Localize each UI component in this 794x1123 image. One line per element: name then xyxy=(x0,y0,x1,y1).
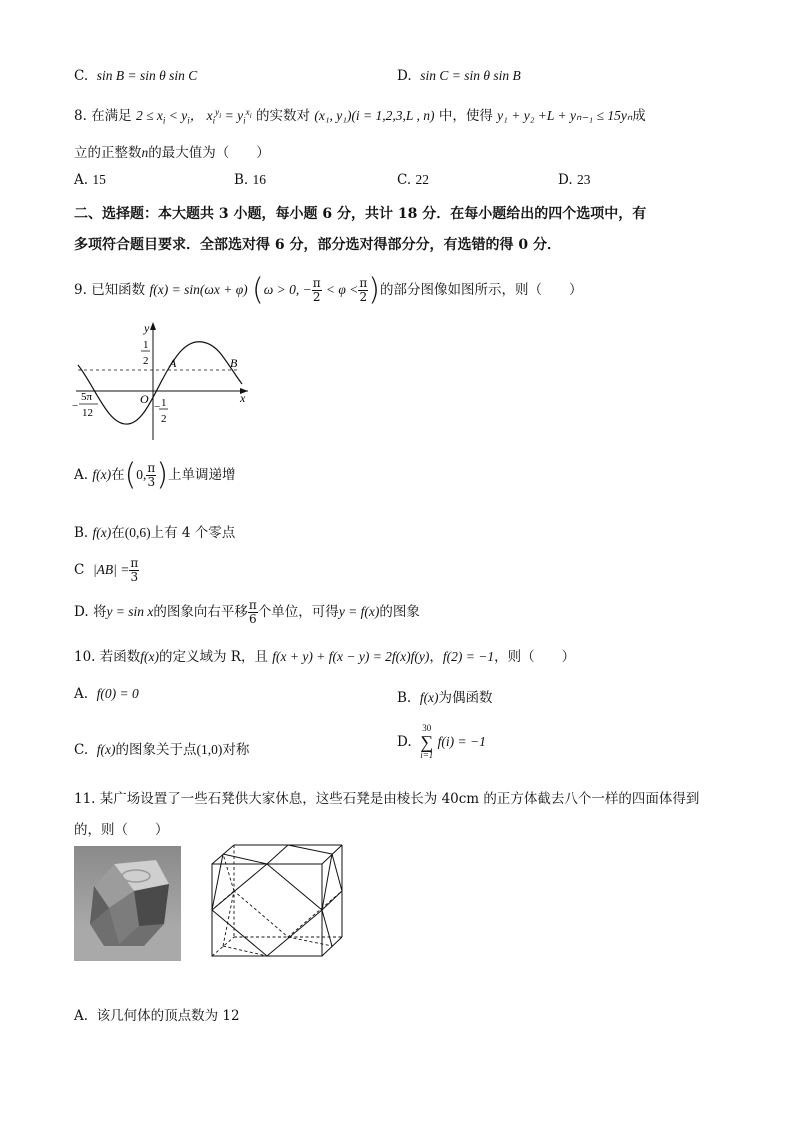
neg-half-numerator: 1 xyxy=(161,397,167,409)
neg-half-denominator: 2 xyxy=(161,413,167,425)
section-2-heading-line1: 二、选择题：本大题共 3 小题，每小题 6 分，共计 18 分．在每小题给出的四个选项中，有 xyxy=(74,206,647,222)
cuboctahedron-diagram xyxy=(206,842,346,960)
q8-stem-line2: 立的正整数n的最大值为（ ） xyxy=(74,145,270,161)
section-2-heading-line2: 多项符合题目要求．全部选对得 6 分，部分选对得部分分，有选错的得 0 分． xyxy=(74,237,561,253)
neg-5pi-minus: − xyxy=(72,400,79,412)
neg-half-minus: − xyxy=(154,401,161,413)
q10-option-d[interactable]: D. 30 ∑ i=1 f(i) = −1 xyxy=(397,723,486,760)
point-a-label: A xyxy=(169,356,177,370)
q10-option-b[interactable]: B. f(x)为偶函数 xyxy=(397,690,493,706)
q11-option-a[interactable]: A. 该几何体的顶点数为 12 xyxy=(74,1008,240,1024)
q10-stem: 10. 若函数f(x)的定义域为 R，且 f(x + y) + f(x − y) = 2f(x)f(y)，f(2) = −1，则（ ） xyxy=(74,649,576,665)
q11-stem-line2: 的，则（ ） xyxy=(74,822,169,838)
q9-option-c[interactable]: C |AB| = $\frac{\pi}{3}$ xyxy=(74,556,139,584)
q7-option-c-expr: sin B = sin θ sin C xyxy=(96,68,198,83)
q8-option-b[interactable]: B. 16 xyxy=(234,172,267,188)
stone-stool-photo xyxy=(74,846,181,961)
x-label: x xyxy=(240,391,246,405)
q7-option-d-expr: sin C = sin θ sin B xyxy=(420,68,521,83)
q8-option-d[interactable]: D. 23 xyxy=(558,172,591,188)
q9-stem: 9. 已知函数 f(x) = sin(ωx + φ) (ω > 0, − $\frac{\pi}{2}$ < φ < $\frac{\pi}{2}$ )的部分图像如图所示，则（ ） xyxy=(74,272,583,308)
q8-option-c[interactable]: C. 22 xyxy=(397,172,429,188)
neg-5pi-numerator: 5π xyxy=(81,391,93,403)
q10-option-c[interactable]: C. f(x)的图象关于点(1,0)对称 xyxy=(74,742,250,758)
summation-symbol: 30 ∑ i=1 xyxy=(420,723,434,760)
point-b-label: B xyxy=(230,356,238,370)
neg-5pi-denominator: 12 xyxy=(82,407,93,419)
q9-sine-graph xyxy=(68,318,258,444)
q7-option-c[interactable]: C. sin B = sin θ sin C xyxy=(74,68,198,84)
origin-label: O xyxy=(140,392,149,406)
y-axis-arrow xyxy=(150,322,156,330)
q10-option-a[interactable]: A. f(0) = 0 xyxy=(74,686,139,702)
q9-option-b[interactable]: B. f(x)在(0,6)上有 4 个零点 xyxy=(74,525,236,541)
y-label: y xyxy=(144,321,150,335)
q8-option-a[interactable]: A. 15 xyxy=(74,172,106,188)
half-numerator: 1 xyxy=(143,339,149,351)
half-denominator: 2 xyxy=(143,355,149,367)
q8-stem-line1: 8. 在满足 $2 \le x_i < y_i$， $x_i^{y_i} = y_i^{x_i}$ 的实数对 (x₁, y₁)(i = 1,2,3,L , n) 中，使得 y₁ + y₂ +L + yₙ₋₁ ≤ 15yₙ成 xyxy=(74,106,646,126)
q11-stem-line1: 11. 某广场设置了一些石凳供大家休息，这些石凳是由棱长为 40cm 的正方体截去八个一样的四面体得到 xyxy=(74,791,700,807)
q9-option-a[interactable]: A. f(x)在(0, $\frac{\pi}{3}$ )上单调递增 xyxy=(74,457,236,493)
q7-option-d[interactable]: D. sin C = sin θ sin B xyxy=(397,68,521,84)
q9-option-d[interactable]: D. 将y = sin x的图象向右平移 $\frac{\pi}{6}$ 个单位，可得y = f(x)的图象 xyxy=(74,598,420,626)
